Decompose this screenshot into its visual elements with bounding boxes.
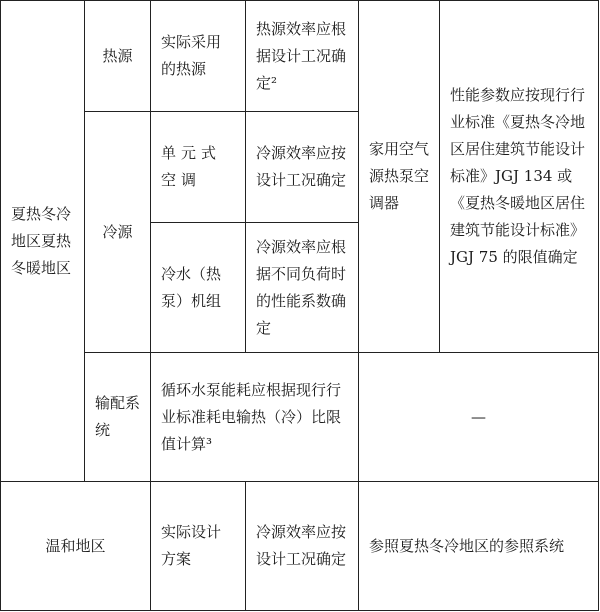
cold-source-label: 冷源 — [85, 112, 151, 353]
unitary-ac-cell: 单元式空调 — [151, 112, 246, 223]
chiller-efficiency-cell: 冷源效率应根据不同负荷时的性能系数确定 — [246, 223, 359, 353]
mild-actual-design-cell: 实际设计方案 — [151, 482, 246, 611]
region-mild-cell: 温和地区 — [1, 482, 151, 611]
chiller-cell: 冷水（热泵）机组 — [151, 223, 246, 353]
household-air-source-cell: 家用空气源热泵空调器 — [359, 1, 440, 353]
distribution-note-cell: 循环水泵能耗应根据现行行业标准耗电输热（冷）比限值计算³ — [151, 353, 359, 482]
performance-params-note-cell: 性能参数应按现行行业标准《夏热冬冷地区居住建筑节能设计标准》JGJ 134 或《夏热冬暖地区居住建筑节能设计标准》JGJ 75 的限值确定 — [440, 1, 599, 353]
heat-source-actual-cell: 实际采用的热源 — [151, 1, 246, 112]
heat-source-label: 热源 — [85, 1, 151, 112]
unitary-ac-efficiency-cell: 冷源效率应按设计工况确定 — [246, 112, 359, 223]
distribution-dash-cell: — — [359, 353, 599, 482]
mild-reference-cell: 参照夏热冬冷地区的参照系统 — [359, 482, 599, 611]
heat-source-efficiency-cell: 热源效率应根据设计工况确定² — [246, 1, 359, 112]
region-hot-summer-cell: 夏热冬冷地区夏热冬暖地区 — [1, 1, 85, 482]
mild-cold-efficiency-cell: 冷源效率应按设计工况确定 — [246, 482, 359, 611]
distribution-label: 输配系统 — [85, 353, 151, 482]
